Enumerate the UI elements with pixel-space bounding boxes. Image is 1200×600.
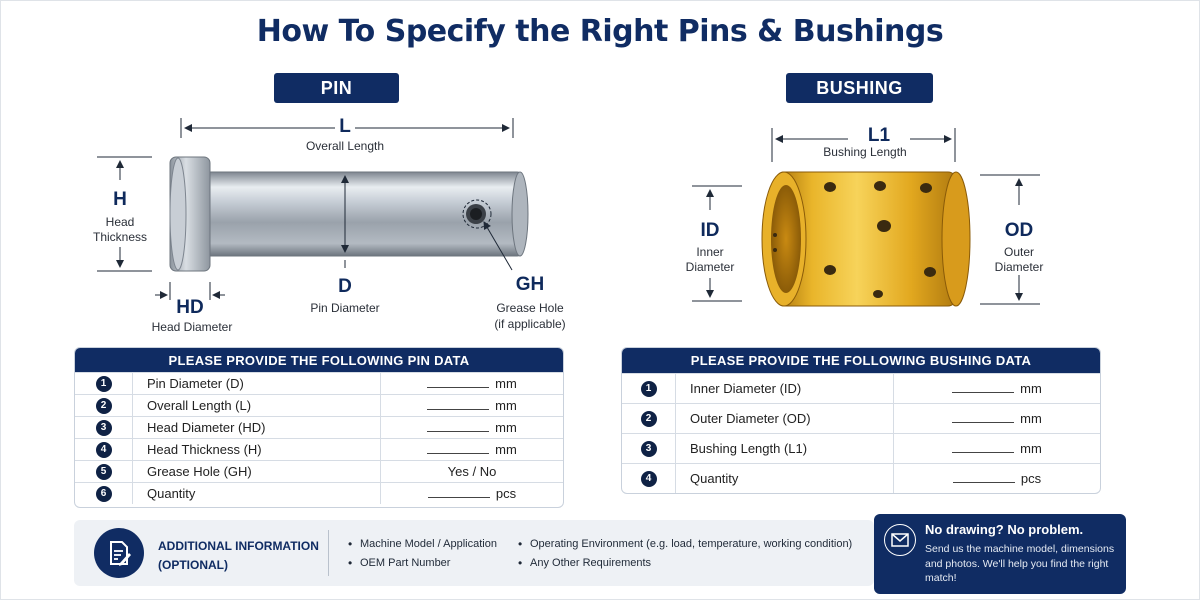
row-value-field[interactable]: [381, 373, 563, 394]
row-value-field[interactable]: [381, 439, 563, 460]
row-number-badge: 1: [641, 381, 657, 397]
bushing-L1-desc: Bushing Length: [823, 145, 907, 159]
row-number-badge: 4: [641, 471, 657, 487]
pin-H-desc-1: Head: [105, 215, 135, 229]
row-value-field[interactable]: [381, 461, 563, 482]
row-label: Inner Diameter (ID): [676, 374, 894, 403]
row-label: Pin Diameter (D): [133, 373, 381, 394]
bushing-OD-desc-1: Outer: [1003, 245, 1034, 259]
pin-D-desc: Pin Diameter: [310, 301, 380, 315]
row-label: Head Thickness (H): [133, 439, 381, 460]
row-value-field[interactable]: [381, 395, 563, 416]
blank-line[interactable]: [953, 482, 1015, 483]
row-number-cell: [75, 395, 133, 416]
table-row: [622, 373, 1100, 403]
additional-divider: [328, 530, 329, 576]
pin-illustration: [170, 157, 528, 271]
blank-line[interactable]: [427, 453, 489, 454]
blank-line[interactable]: [952, 452, 1014, 453]
row-number-cell: [622, 434, 676, 463]
row-label: Grease Hole (GH): [133, 461, 381, 482]
row-value-field[interactable]: [381, 417, 563, 438]
row-label: Outer Diameter (OD): [676, 404, 894, 433]
row-number-badge: 4: [96, 442, 112, 458]
row-number-cell: [75, 483, 133, 504]
row-number-badge: 5: [96, 464, 112, 480]
no-drawing-callout: [874, 514, 1126, 594]
pin-table-header: PLEASE PROVIDE THE FOLLOWING PIN DATA: [75, 348, 563, 372]
row-number-cell: [75, 373, 133, 394]
pin-L-symbol: L: [339, 116, 351, 137]
bushing-section-header: BUSHING: [786, 73, 933, 103]
additional-info-title: ADDITIONAL INFORMATION (OPTIONAL): [158, 539, 319, 572]
row-value-field[interactable]: [381, 483, 563, 504]
page-title: How To Specify the Right Pins & Bushings: [256, 14, 944, 49]
unit-label: mm: [1020, 411, 1042, 426]
blank-line[interactable]: [427, 409, 489, 410]
table-row: [622, 403, 1100, 433]
pin-GH-symbol: GH: [515, 274, 545, 295]
pin-D-symbol: D: [338, 276, 352, 297]
pin-HD-desc: Head Diameter: [151, 320, 233, 334]
blank-line[interactable]: [952, 392, 1014, 393]
pin-data-table: [74, 347, 564, 508]
row-label: Quantity: [133, 483, 381, 504]
row-number-badge: 6: [96, 486, 112, 502]
row-number-cell: [75, 417, 133, 438]
pin-H-desc-2: Thickness: [92, 230, 148, 244]
table-row: [75, 372, 563, 394]
bushing-OD-desc-2: Diameter: [994, 260, 1044, 274]
document-edit-icon: [94, 528, 144, 578]
bushing-ID-symbol: ID: [700, 220, 720, 241]
row-number-badge: 2: [641, 411, 657, 427]
pin-GH-desc-2: (if applicable): [494, 317, 566, 331]
additional-item: • Any Other Requirements: [530, 557, 651, 569]
bushing-ID-desc-1: Inner: [696, 245, 724, 259]
table-row: [75, 482, 563, 504]
blank-line[interactable]: [427, 387, 489, 388]
row-label: Overall Length (L): [133, 395, 381, 416]
row-label: Head Diameter (HD): [133, 417, 381, 438]
table-row: [75, 460, 563, 482]
unit-label: pcs: [1020, 471, 1042, 486]
row-label: Bushing Length (L1): [676, 434, 894, 463]
row-number-badge: 2: [96, 398, 112, 414]
unit-label: mm: [495, 376, 517, 391]
row-label: Quantity: [676, 464, 894, 493]
row-value-field[interactable]: [894, 464, 1100, 493]
row-number-badge: 1: [96, 376, 112, 392]
table-row: [75, 438, 563, 460]
table-row: [622, 433, 1100, 463]
additional-info-panel: [74, 520, 874, 586]
additional-item: • Machine Model / Application: [360, 538, 497, 550]
table-row: [75, 416, 563, 438]
pin-L-desc: Overall Length: [305, 139, 385, 153]
row-number-cell: [622, 464, 676, 493]
unit-label: mm: [1020, 381, 1042, 396]
row-number-cell: [622, 404, 676, 433]
table-row: [622, 463, 1100, 493]
bushing-ID-desc-2: Diameter: [685, 260, 735, 274]
blank-line[interactable]: [427, 431, 489, 432]
row-number-badge: 3: [641, 441, 657, 457]
bushing-illustration: [762, 172, 970, 306]
callout-body: Send us the machine model, dimensions and photos. We'll help you find the right match!: [925, 543, 1115, 584]
unit-label: mm: [495, 442, 517, 457]
yes-no-option[interactable]: Yes / No: [447, 464, 497, 479]
bushing-table-header: PLEASE PROVIDE THE FOLLOWING BUSHING DATA: [622, 348, 1100, 373]
row-value-field[interactable]: [894, 374, 1100, 403]
additional-item: • OEM Part Number: [360, 557, 450, 569]
unit-label: pcs: [495, 486, 517, 501]
unit-label: mm: [495, 398, 517, 413]
blank-line[interactable]: [428, 497, 490, 498]
pin-HD-symbol: HD: [176, 297, 204, 318]
row-number-cell: [75, 439, 133, 460]
row-number-badge: 3: [96, 420, 112, 436]
callout-title: No drawing? No problem.: [925, 522, 1084, 537]
table-row: [75, 394, 563, 416]
row-value-field[interactable]: [894, 434, 1100, 463]
unit-label: mm: [495, 420, 517, 435]
bushing-OD-symbol: OD: [1004, 220, 1034, 241]
row-number-cell: [75, 461, 133, 482]
pin-GH-desc-1: Grease Hole: [496, 301, 564, 315]
row-value-field[interactable]: [894, 404, 1100, 433]
row-number-cell: [622, 374, 676, 403]
unit-label: mm: [1020, 441, 1042, 456]
pin-section-header: PIN: [274, 73, 399, 103]
bushing-data-table: [621, 347, 1101, 494]
pin-H-symbol: H: [113, 189, 127, 210]
bushing-L1-symbol: L1: [867, 125, 891, 146]
blank-line[interactable]: [952, 422, 1014, 423]
mail-icon: [884, 524, 916, 556]
additional-item: • Operating Environment (e.g. load, temperature, working condition): [530, 538, 852, 550]
